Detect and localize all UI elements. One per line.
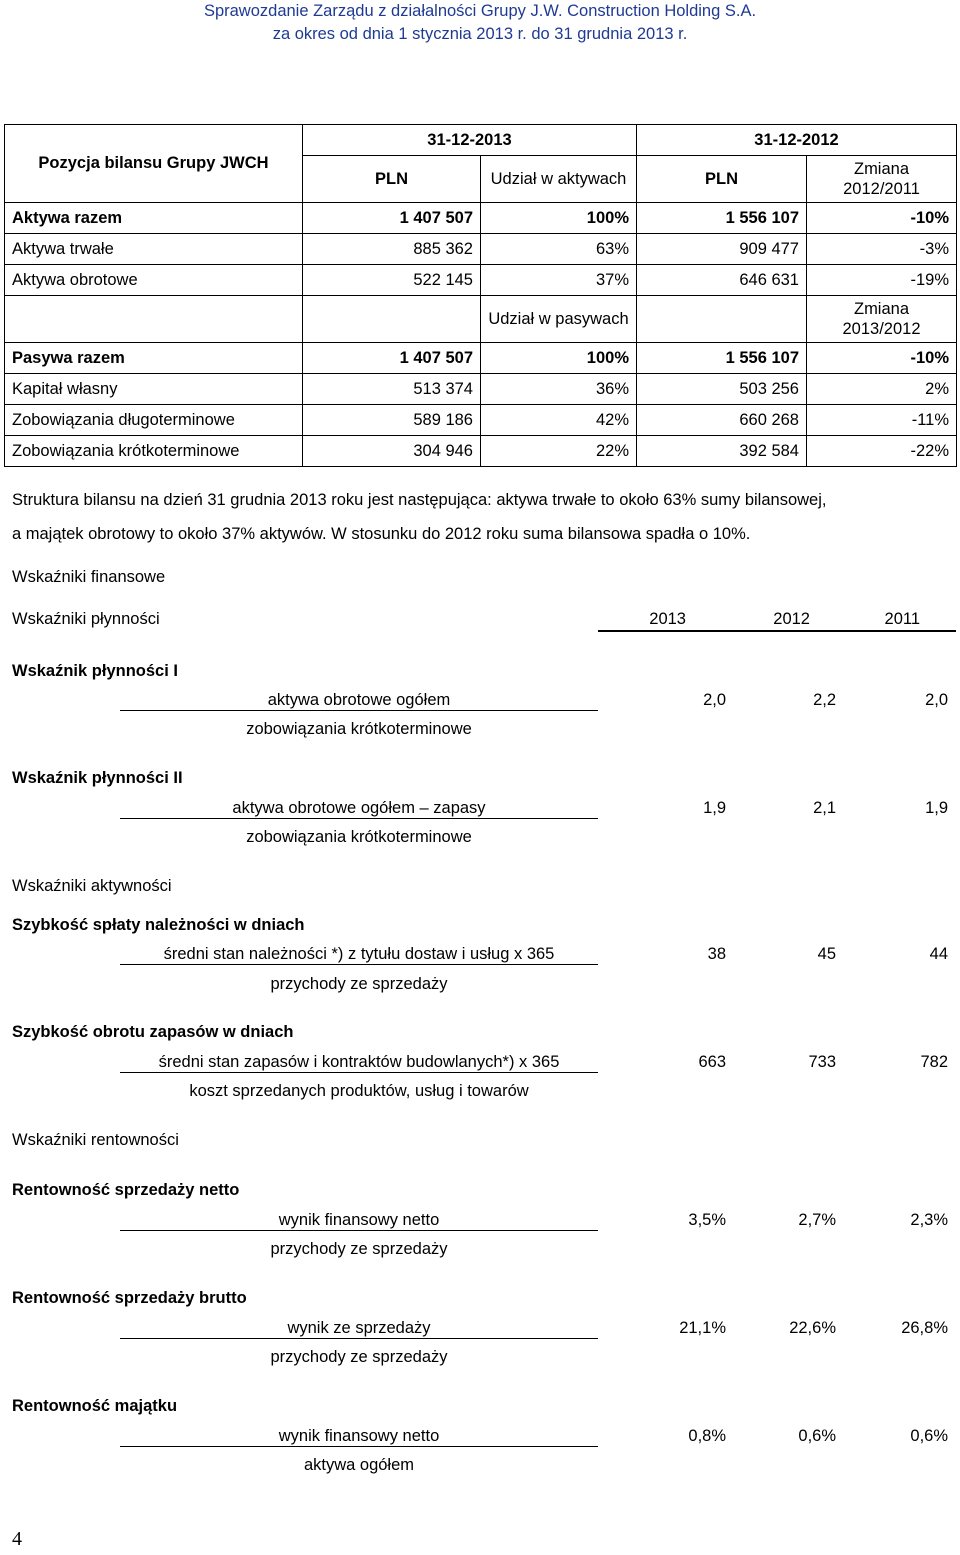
value-2013: 1 407 507	[303, 203, 481, 234]
receivables-2013: 38	[707, 945, 726, 963]
row-label: Aktywa razem	[5, 203, 303, 234]
liquidity-1-name: Wskaźnik płynności I	[12, 662, 178, 680]
paragraph-line-2: a majątek obrotowy to około 37% aktywów. W stosunku do 2012 roku suma bilansowa spadła o 10%.	[12, 525, 751, 543]
table-row	[5, 436, 957, 467]
net-margin-numerator: wynik finansowy netto	[278, 1211, 440, 1229]
header-line-1: Sprawozdanie Zarządu z działalności Grupy J.W. Construction Holding S.A.	[203, 2, 757, 20]
value-2012: 1 556 107	[637, 343, 807, 374]
fraction-line	[120, 818, 598, 819]
value-2013: 304 946	[303, 436, 481, 467]
table-header-row-1	[5, 125, 957, 156]
inventory-2013: 663	[698, 1053, 726, 1071]
value-2012: 503 256	[637, 374, 807, 405]
change-liab-header: Zmiana 2013/2012	[807, 296, 957, 343]
row-label: Aktywa obrotowe	[5, 265, 303, 296]
receivables-denominator: przychody ze sprzedaży	[270, 975, 448, 993]
receivables-2011: 44	[929, 945, 948, 963]
liquidity-1-numerator: aktywa obrotowe ogółem	[267, 691, 451, 709]
fraction-line	[120, 1230, 598, 1231]
liquidity-1-2012: 2,2	[813, 691, 836, 709]
value-2012: 909 477	[637, 234, 807, 265]
empty-cell	[5, 296, 303, 343]
net-margin-denominator: przychody ze sprzedaży	[270, 1240, 448, 1258]
gross-margin-denominator: przychody ze sprzedaży	[270, 1348, 448, 1366]
table-row	[5, 405, 957, 436]
row-label: Kapitał własny	[5, 374, 303, 405]
pln-2013-header: PLN	[303, 156, 481, 203]
fraction-line	[120, 1072, 598, 1073]
year-2012: 2012	[773, 610, 810, 628]
liquidity-2-2012: 2,1	[813, 799, 836, 817]
activity-title: Wskaźniki aktywności	[12, 877, 172, 895]
liquidity-title: Wskaźniki płynności	[12, 610, 160, 628]
year-2013: 2013	[649, 610, 686, 628]
net-margin-2012: 2,7%	[798, 1211, 836, 1229]
share-assets-header: Udział w aktywach	[481, 156, 637, 203]
row-label: Pasywa razem	[5, 343, 303, 374]
inventory-name: Szybkość obrotu zapasów w dniach	[12, 1023, 294, 1041]
value-2013: 513 374	[303, 374, 481, 405]
gross-margin-name: Rentowność sprzedaży brutto	[12, 1289, 247, 1307]
roa-2011: 0,6%	[910, 1427, 948, 1445]
roa-2012: 0,6%	[798, 1427, 836, 1445]
liquidity-2-denominator: zobowiązania krótkoterminowe	[246, 828, 472, 846]
liquidity-2-2013: 1,9	[703, 799, 726, 817]
roa-denominator: aktywa ogółem	[303, 1456, 415, 1474]
table-row	[5, 343, 957, 374]
net-margin-2013: 3,5%	[688, 1211, 726, 1229]
table-row	[5, 234, 957, 265]
pln-2012-header: PLN	[637, 156, 807, 203]
share: 100%	[481, 343, 637, 374]
change: -10%	[807, 343, 957, 374]
value-2012: 660 268	[637, 405, 807, 436]
value-2012: 646 631	[637, 265, 807, 296]
share: 100%	[481, 203, 637, 234]
gross-margin-numerator: wynik ze sprzedaży	[287, 1319, 431, 1337]
inventory-2011: 782	[920, 1053, 948, 1071]
paragraph-line-1: Struktura bilansu na dzień 31 grudnia 2013 roku jest następująca: aktywa trwałe to około 63% sumy bilansowej,	[12, 491, 827, 509]
value-2012: 392 584	[637, 436, 807, 467]
change-assets-header: Zmiana 2012/2011	[807, 156, 957, 203]
fraction-line	[120, 964, 598, 965]
inventory-2012: 733	[808, 1053, 836, 1071]
row-label: Aktywa trwałe	[5, 234, 303, 265]
value-2013: 589 186	[303, 405, 481, 436]
liquidity-2-numerator: aktywa obrotowe ogółem – zapasy	[232, 799, 486, 817]
change: -3%	[807, 234, 957, 265]
date-2012-header: 31-12-2012	[637, 125, 957, 156]
value-2013: 522 145	[303, 265, 481, 296]
fraction-line	[120, 1446, 598, 1447]
share: 36%	[481, 374, 637, 405]
liquidity-1-2013: 2,0	[703, 691, 726, 709]
indicators-title: Wskaźniki finansowe	[12, 568, 166, 586]
table-row	[5, 265, 957, 296]
share: 37%	[481, 265, 637, 296]
header-line-2: za okres od dnia 1 stycznia 2013 r. do 31 grudnia 2013 r.	[272, 25, 688, 43]
gross-margin-2011: 26,8%	[901, 1319, 948, 1337]
inventory-denominator: koszt sprzedanych produktów, usług i towarów	[189, 1082, 529, 1100]
share: 63%	[481, 234, 637, 265]
receivables-name: Szybkość spłaty należności w dniach	[12, 916, 305, 934]
share-liab-header: Udział w pasywach	[481, 296, 637, 343]
fraction-line	[120, 710, 598, 711]
gross-margin-2013: 21,1%	[679, 1319, 726, 1337]
row-label: Zobowiązania krótkoterminowe	[5, 436, 303, 467]
change: -10%	[807, 203, 957, 234]
net-margin-2011: 2,3%	[910, 1211, 948, 1229]
value-2013: 1 407 507	[303, 343, 481, 374]
liquidity-1-2011: 2,0	[925, 691, 948, 709]
receivables-numerator: średni stan należności *) z tytułu dostaw i usług x 365	[163, 945, 555, 963]
change: 2%	[807, 374, 957, 405]
change: -11%	[807, 405, 957, 436]
table-row	[5, 203, 957, 234]
change: -19%	[807, 265, 957, 296]
page-header	[0, 0, 960, 46]
years-underline	[598, 630, 956, 632]
empty-cell	[303, 296, 481, 343]
inventory-numerator: średni stan zapasów i kontraktów budowlanych*) x 365	[158, 1053, 560, 1071]
profitability-title: Wskaźniki rentowności	[12, 1131, 179, 1149]
value-2012: 1 556 107	[637, 203, 807, 234]
date-2013-header: 31-12-2013	[303, 125, 637, 156]
table-row	[5, 374, 957, 405]
value-2013: 885 362	[303, 234, 481, 265]
empty-cell	[637, 296, 807, 343]
share: 42%	[481, 405, 637, 436]
receivables-2012: 45	[817, 945, 836, 963]
gross-margin-2012: 22,6%	[789, 1319, 836, 1337]
liquidity-2-name: Wskaźnik płynności II	[12, 769, 183, 787]
roa-name: Rentowność majątku	[12, 1397, 178, 1415]
roa-2013: 0,8%	[688, 1427, 726, 1445]
position-header: Pozycja bilansu Grupy JWCH	[5, 125, 303, 203]
roa-numerator: wynik finansowy netto	[278, 1427, 440, 1445]
net-margin-name: Rentowność sprzedaży netto	[12, 1181, 240, 1199]
change: -22%	[807, 436, 957, 467]
page-number: 4	[12, 1528, 22, 1550]
year-2011: 2011	[884, 610, 920, 628]
share: 22%	[481, 436, 637, 467]
fraction-line	[120, 1338, 598, 1339]
liabilities-header-row	[5, 296, 957, 343]
liquidity-2-2011: 1,9	[925, 799, 948, 817]
row-label: Zobowiązania długoterminowe	[5, 405, 303, 436]
liquidity-1-denominator: zobowiązania krótkoterminowe	[246, 720, 472, 738]
balance-table	[4, 124, 957, 467]
